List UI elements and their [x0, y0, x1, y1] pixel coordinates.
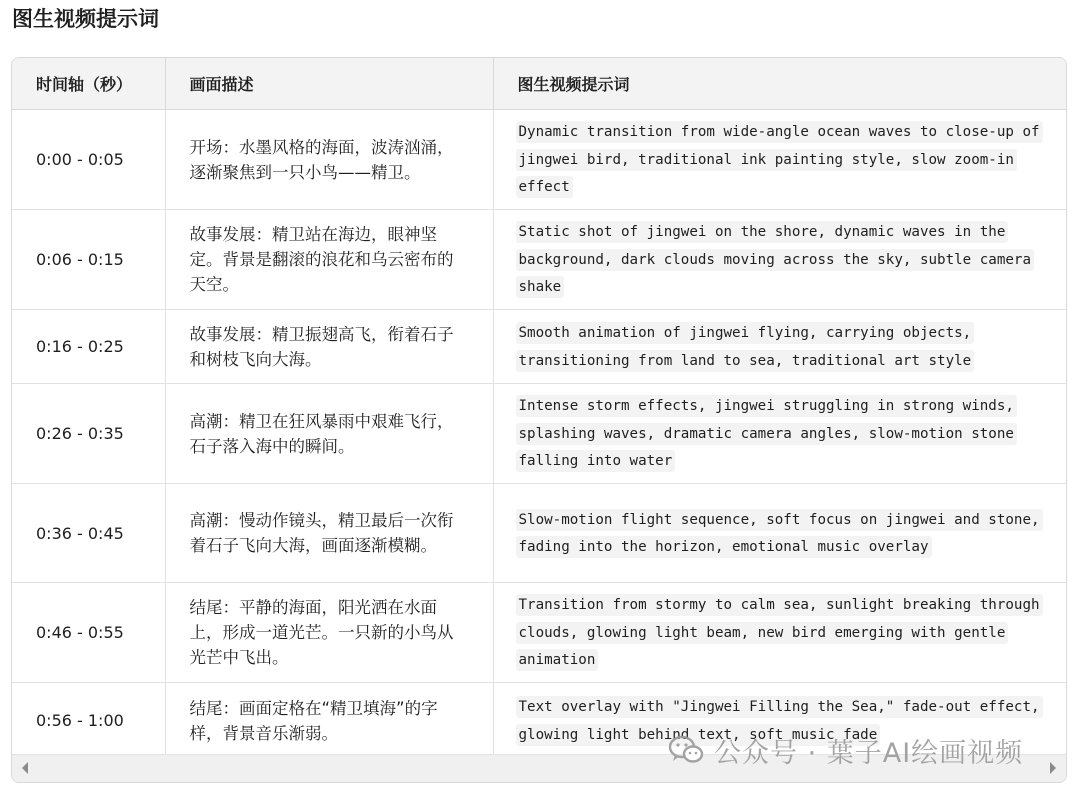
table-row	[12, 384, 1066, 484]
cell-prompt	[493, 384, 1066, 484]
cell-time: 0:36 - 0:45	[12, 484, 165, 583]
prompt-code: Transition from stormy to calm sea, sunlight breaking through clouds, glowing light beam, new bird emerging with gentle animation	[516, 594, 1043, 671]
arrow-right-icon[interactable]	[1050, 762, 1056, 774]
cell-time: 0:00 - 0:05	[12, 110, 165, 210]
table-row	[12, 484, 1066, 583]
table-row	[12, 210, 1066, 310]
prompt-code: Dynamic transition from wide-angle ocean waves to close-up of jingwei bird, traditional ink painting style, slow zoom-in effect	[516, 121, 1043, 198]
storyboard-table	[12, 58, 1066, 754]
cell-description: 结尾：画面定格在“精卫填海”的字样，背景音乐渐弱。	[165, 683, 493, 755]
watermark	[668, 730, 1023, 770]
prompt-code: Static shot of jingwei on the shore, dynamic waves in the background, dark clouds moving across the sky, subtle camera shake	[516, 221, 1035, 298]
wechat-icon	[668, 735, 704, 765]
cell-time: 0:46 - 0:55	[12, 583, 165, 683]
table-row	[12, 110, 1066, 210]
table-header-row	[12, 58, 1066, 110]
header-timeline: 时间轴（秒）	[12, 58, 165, 110]
cell-prompt	[493, 110, 1066, 210]
cell-description: 故事发展：精卫振翅高飞，衔着石子和树枝飞向大海。	[165, 310, 493, 384]
cell-description: 结尾：平静的海面，阳光洒在水面上，形成一道光芒。一只新的小鸟从光芒中飞出。	[165, 583, 493, 683]
cell-time: 0:26 - 0:35	[12, 384, 165, 484]
page-title: 图生视频提示词	[12, 7, 159, 31]
table-container	[11, 57, 1067, 783]
cell-time: 0:56 - 1:00	[12, 683, 165, 755]
prompt-code: Intense storm effects, jingwei struggling in strong winds, splashing waves, dramatic camera angles, slow-motion stone falling into water	[516, 395, 1017, 472]
prompt-code: Smooth animation of jingwei flying, carrying objects, transitioning from land to sea, traditional art style	[516, 322, 975, 372]
cell-prompt	[493, 310, 1066, 384]
watermark-text: 公众号 · 葉子AI绘画视频	[714, 737, 1024, 769]
cell-time: 0:06 - 0:15	[12, 210, 165, 310]
prompt-code: Text overlay with "Jingwei Filling the Sea," fade-out effect, glowing light behind text, soft music fade	[516, 696, 1043, 746]
table-row	[12, 583, 1066, 683]
cell-prompt	[493, 583, 1066, 683]
table-row	[12, 310, 1066, 384]
cell-description: 故事发展：精卫站在海边，眼神坚定。背景是翻滚的浪花和乌云密布的天空。	[165, 210, 493, 310]
cell-description: 高潮：精卫在狂风暴雨中艰难飞行，石子落入海中的瞬间。	[165, 384, 493, 484]
table-scroll-area[interactable]	[12, 58, 1066, 754]
cell-description: 开场：水墨风格的海面，波涛汹涌，逐渐聚焦到一只小鸟——精卫。	[165, 110, 493, 210]
cell-time: 0:16 - 0:25	[12, 310, 165, 384]
cell-prompt	[493, 210, 1066, 310]
prompt-code: Slow-motion flight sequence, soft focus on jingwei and stone, fading into the horizon, emotional music overlay	[516, 509, 1043, 559]
header-prompt: 图生视频提示词	[493, 58, 1066, 110]
arrow-left-icon[interactable]	[22, 762, 28, 774]
header-description: 画面描述	[165, 58, 493, 110]
cell-prompt	[493, 484, 1066, 583]
cell-description: 高潮：慢动作镜头，精卫最后一次衔着石子飞向大海，画面逐渐模糊。	[165, 484, 493, 583]
